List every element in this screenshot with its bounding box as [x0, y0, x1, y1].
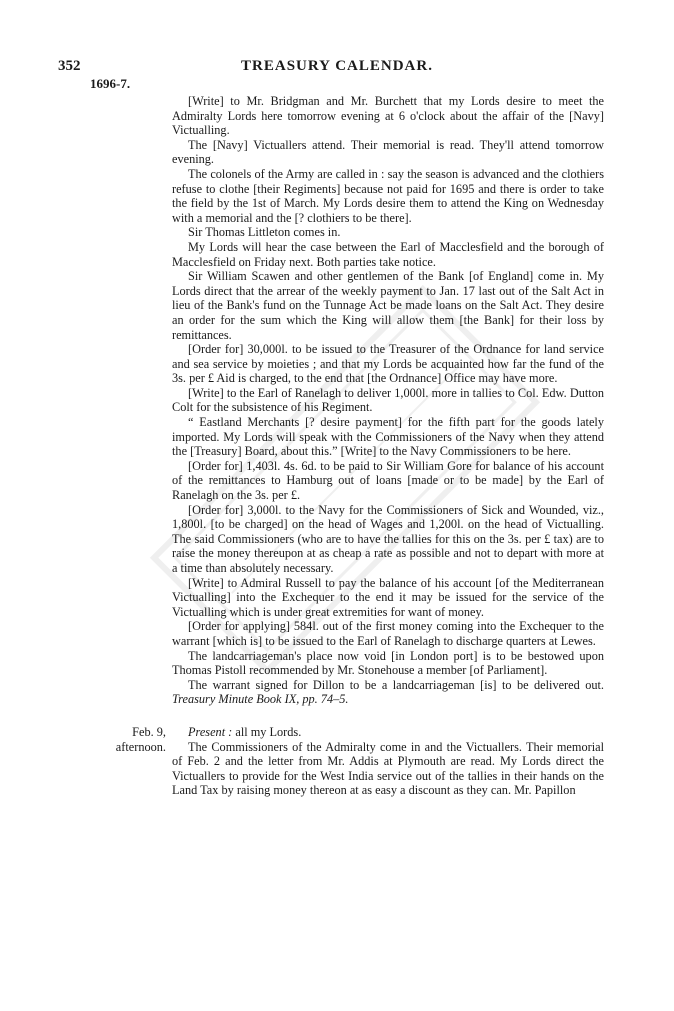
paragraph: The [Navy] Victuallers attend. Their memorial is read. They'll attend tomorrow evening.: [172, 137, 604, 167]
paragraph: [Order for applying] 584l. out of the first money coming into the Exchequer to the warrant [which is] to be issued to the Earl of Ranelagh to discharge quarters at Lewes.: [172, 619, 604, 648]
running-title: TREASURY CALENDAR.: [241, 58, 433, 74]
margin-time: afternoon.: [115, 739, 166, 754]
paragraph: [Order for] 30,000l. to be issued to the Treasurer of the Ordnance for land service and sea service by moieties ; and that my Lords be acquainted how far the fund of the 3s. per £ Aid is charged, to the end that [the Ordnance] Office may have more.: [172, 342, 604, 386]
paragraph: Sir William Scawen and other gentlemen of the Bank [of England] come in. My Lords direct that the arrear of the weekly payment to Jan. 17 last out of the Salt Act in lieu of the Bank's fund on the Tunnage Act be made loans on the Salt Act. They desire an order for the sum which the King will allow them [the Bank] for their loss by remittances.: [172, 269, 604, 342]
page-number: 352: [58, 58, 81, 74]
paragraph: [Write] to the Earl of Ranelagh to deliver 1,000l. more in tallies to Col. Edw. Dutton Colt for the subsistence of his Regiment.: [172, 385, 604, 415]
paragraph: [Write] to Admiral Russell to pay the balance of his account [of the Mediterranean Victualling] into the Exchequer to the end it may be issued for the service of the Victualling which is under great extremities for want of money.: [172, 575, 604, 619]
paragraph: The colonels of the Army are called in : say the season is advanced and the clothiers refuse to clothe [their Regiments] because not paid for 1695 and there is order to take the field by the 1st of March. My Lords desire them to attend the King on Wednesday with a memorial and the [? clothiers to be there].: [172, 166, 604, 225]
present-line: [172, 725, 604, 740]
paragraph: The Commissioners of the Admiralty come in and the Victuallers. Their memorial of Feb. 2 and the letter from Mr. Addis at Plymouth are read. My Lords direct the Victuallers to provide for the West India service out of the tallies in their hands on the Land Tax by raising money thereon at as easy a discount as they can. Mr. Papillon: [172, 739, 604, 798]
main-text-column: [172, 94, 604, 798]
source-citation: Treasury Minute Book IX, pp. 74–5.: [172, 692, 349, 707]
paragraph: [Order for] 3,000l. to the Navy for the Commissioners of Sick and Wounded, viz., 1,800l. [to be charged] on the head of Wages and 1,200l. on the head of Victualling. The said Commissioners (who are to have the tallies for this on the 3s. per £ tax) are to raise the money thereupon at as cheap a rate as possible and not to depart with more at a time than absolutely necessary.: [172, 502, 604, 575]
present-label: Present :: [188, 724, 233, 739]
warrant-paragraph: [172, 678, 604, 707]
paragraph: “ Eastland Merchants [? desire payment] for the fifth part for the goods lately imported. My Lords will speak with the Commissioners of the Navy when they attend the [Treasury] Board, about this.” [Write] to the Navy Commissioners to be here.: [172, 415, 604, 459]
present-text: all my Lords.: [232, 724, 302, 739]
paragraph: Sir Thomas Littleton comes in.: [188, 225, 341, 240]
margin-date-note: [60, 725, 166, 754]
warrant-text: The warrant signed for Dillon to be a landcarriageman [is] to be delivered out.: [188, 677, 604, 692]
margin-date: Feb. 9,: [132, 725, 166, 739]
paragraph: [Order for] 1,403l. 4s. 6d. to be paid to Sir William Gore for balance of his account of the remittances to Hamburg out of loans [made or to be made] by the Earl of Ranelagh on the 3s. per £.: [172, 458, 604, 503]
year-heading: 1696-7.: [90, 76, 131, 91]
paragraph: My Lords will hear the case between the Earl of Macclesfield and the borough of Macclesfield on Friday next. Both parties take notice.: [172, 239, 604, 269]
paragraph: The landcarriageman's place now void [in London port] is to be bestowed upon Thomas Pistoll recommended by Mr. Stonehouse a member [of Parliament].: [172, 648, 604, 678]
paragraph: [Write] to Mr. Bridgman and Mr. Burchett that my Lords desire to meet the Admiralty Lords here tomorrow evening at 6 o'clock about the affair of the [Navy] Victualling.: [172, 94, 604, 138]
